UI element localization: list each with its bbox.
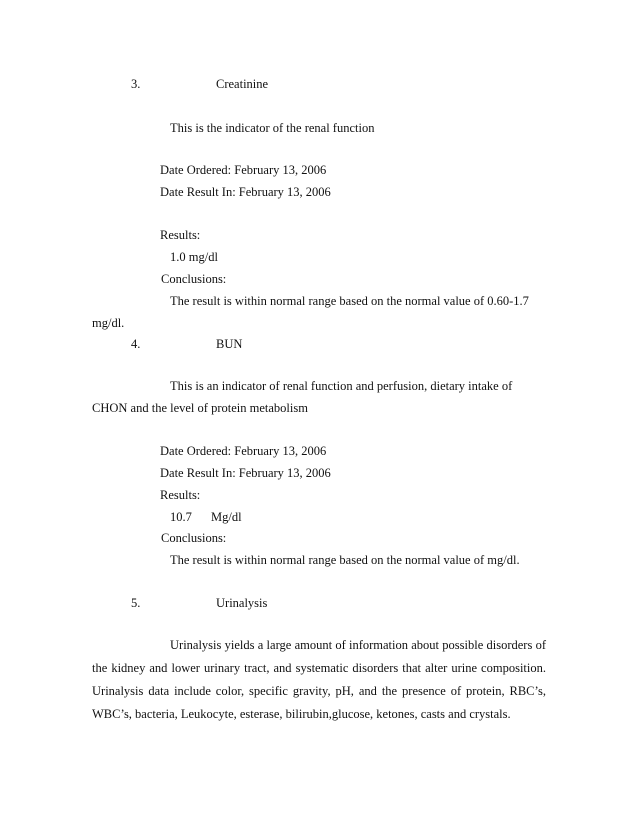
section-4-date-ordered: Date Ordered: February 13, 2006	[160, 444, 327, 458]
section-4-title: BUN	[216, 337, 243, 351]
section-5-paragraph-line-3: Urinalysis data include color, specific gravity, pH, and the presence of protein, RBC’s,	[92, 684, 546, 698]
section-5-paragraph-line-2: the kidney and lower urinary tract, and systematic disorders that alter urine composition.	[92, 661, 546, 675]
section-3-result-value: 1.0 mg/dl	[170, 250, 218, 264]
section-4-result-unit: Mg/dl	[211, 510, 242, 524]
section-4-date-result-in: Date Result In: February 13, 2006	[160, 466, 331, 480]
section-5-title: Urinalysis	[216, 596, 268, 610]
section-3-date-result-in: Date Result In: February 13, 2006	[160, 185, 331, 199]
section-3-date-ordered: Date Ordered: February 13, 2006	[160, 163, 327, 177]
section-3-conclusion-line-2: mg/dl.	[92, 316, 125, 330]
section-3-results-label: Results:	[160, 228, 201, 242]
section-4-description-line-1: This is an indicator of renal function and perfusion, dietary intake of	[170, 379, 513, 393]
section-4-results-label: Results:	[160, 488, 201, 502]
section-5-paragraph-line-1: Urinalysis yields a large amount of information about possible disorders of	[170, 638, 546, 652]
section-3-conclusions-label: Conclusions:	[161, 272, 227, 286]
section-3-description: This is the indicator of the renal function	[170, 121, 375, 135]
section-5-number: 5.	[131, 596, 141, 610]
section-3-number: 3.	[131, 77, 141, 91]
section-4-description-line-2: CHON and the level of protein metabolism	[92, 401, 308, 415]
section-4-number: 4.	[131, 337, 141, 351]
section-3-title: Creatinine	[216, 77, 269, 91]
section-5-paragraph-line-4: WBC’s, bacteria, Leukocyte, esterase, bilirubin,glucose, ketones, casts and crystals.	[92, 707, 511, 721]
section-4-conclusion-line-1: The result is within normal range based on the normal value of mg/dl.	[170, 553, 520, 567]
section-3-conclusion-line-1: The result is within normal range based on the normal value of 0.60-1.7	[170, 294, 529, 308]
section-4-conclusions-label: Conclusions:	[161, 531, 227, 545]
section-4-result-value: 10.7	[170, 510, 192, 524]
